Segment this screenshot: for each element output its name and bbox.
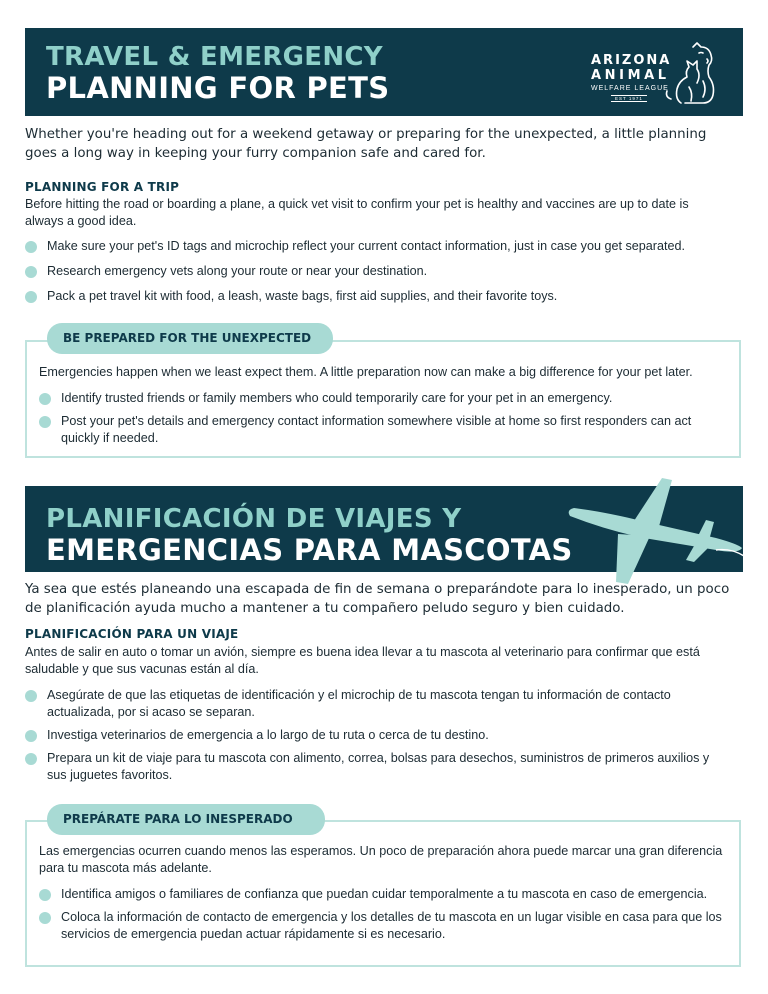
logo-text-line1: ARIZONA [591,53,672,68]
banner-title-line1: PLANIFICACIÓN DE VIAJES Y [46,504,462,534]
spanish-trip-heading: PLANIFICACIÓN PARA UN VIAJE [25,627,239,641]
intro-paragraph: Whether you're heading out for a weekend getaway or preparing for the unexpected, a little planning goes a long way in keeping your furry companion safe and cared for. [25,127,707,161]
logo-text-line2: ANIMAL [591,68,670,83]
list-item: Identify trusted friends or family members who could temporarily care for your pet in an emergency. [39,390,729,407]
banner-title-line2: PLANNING FOR PETS [46,71,390,105]
list-item: Pack a pet travel kit with food, a leash, waste bags, first aid supplies, and their favorite toys. [25,288,730,305]
arizona-animal-welfare-league-logo [591,41,717,105]
trip-paragraph: Before hitting the road or boarding a plane, a quick vet visit to confirm your pet is healthy and vaccines are up to date is always a good idea. [25,197,689,228]
spanish-prepared-paragraph: Las emergencias ocurren cuando menos las esperamos. Un poco de preparación ahora puede marcar una gran diferencia para tu mascota más adelante. [39,844,723,875]
list-item: Coloca la información de contacto de emergencia y los detalles de tu mascota en un lugar visible en casa para que los servicios de emergencia puedan actuar rápidamente si es necesario. [39,909,729,943]
spanish-prepared-bullet-list [39,886,729,943]
list-item: Research emergency vets along your route or near your destination. [25,263,730,280]
logo-text-line3: WELFARE LEAGUE [591,85,669,92]
spanish-intro-paragraph: Ya sea que estés planeando una escapada de fin de semana o preparándote para lo inesperado, un poco de planificación ayuda mucho a mantener a tu compañero peludo seguro y bien cuidado. [25,582,730,616]
list-item: Make sure your pet's ID tags and microchip reflect your current contact information, just in case you get separated. [25,238,730,255]
list-item: Post your pet's details and emergency contact information somewhere visible at home so first responders can act quickly if needed. [39,413,729,447]
spanish-trip-paragraph: Antes de salir en auto o tomar un avión, siempre es buena idea llevar a tu mascota al veterinario para confirmar que está saludable y que sus vacunas están al día. [25,645,700,676]
list-item: Asegúrate de que las etiquetas de identificación y el microchip de tu mascota tengan tu información de contacto actualizada, por si acaso se separan. [25,687,730,721]
banner-title-line2: EMERGENCIAS PARA MASCOTAS [46,533,573,567]
airplane-icon [566,478,744,586]
spanish-trip-bullet-list [25,687,730,784]
prepared-paragraph: Emergencies happen when we least expect them. A little preparation now can make a big difference for your pet later. [39,365,693,379]
prepared-bullet-list [39,390,729,447]
spanish-prepared-heading: PREPÁRATE PARA LO INESPERADO [47,804,325,835]
list-item: Investiga veterinarios de emergencia a lo largo de tu ruta o cerca de tu destino. [25,727,730,744]
header-banner [25,28,743,116]
prepared-heading: BE PREPARED FOR THE UNEXPECTED [47,323,333,354]
banner-title-line1: TRAVEL & EMERGENCY [46,42,383,72]
trip-bullet-list [25,238,730,305]
dog-cat-logo-icon [663,41,717,105]
logo-text-line4: EST 1971 [611,95,647,102]
trip-heading: PLANNING FOR A TRIP [25,180,180,194]
list-item: Identifica amigos o familiares de confianza que puedan cuidar temporalmente a tu mascota en caso de emergencia. [39,886,729,903]
list-item: Prepara un kit de viaje para tu mascota con alimento, correa, bolsas para desechos, suministros de primeros auxilios y sus juguetes favoritos. [25,750,730,784]
